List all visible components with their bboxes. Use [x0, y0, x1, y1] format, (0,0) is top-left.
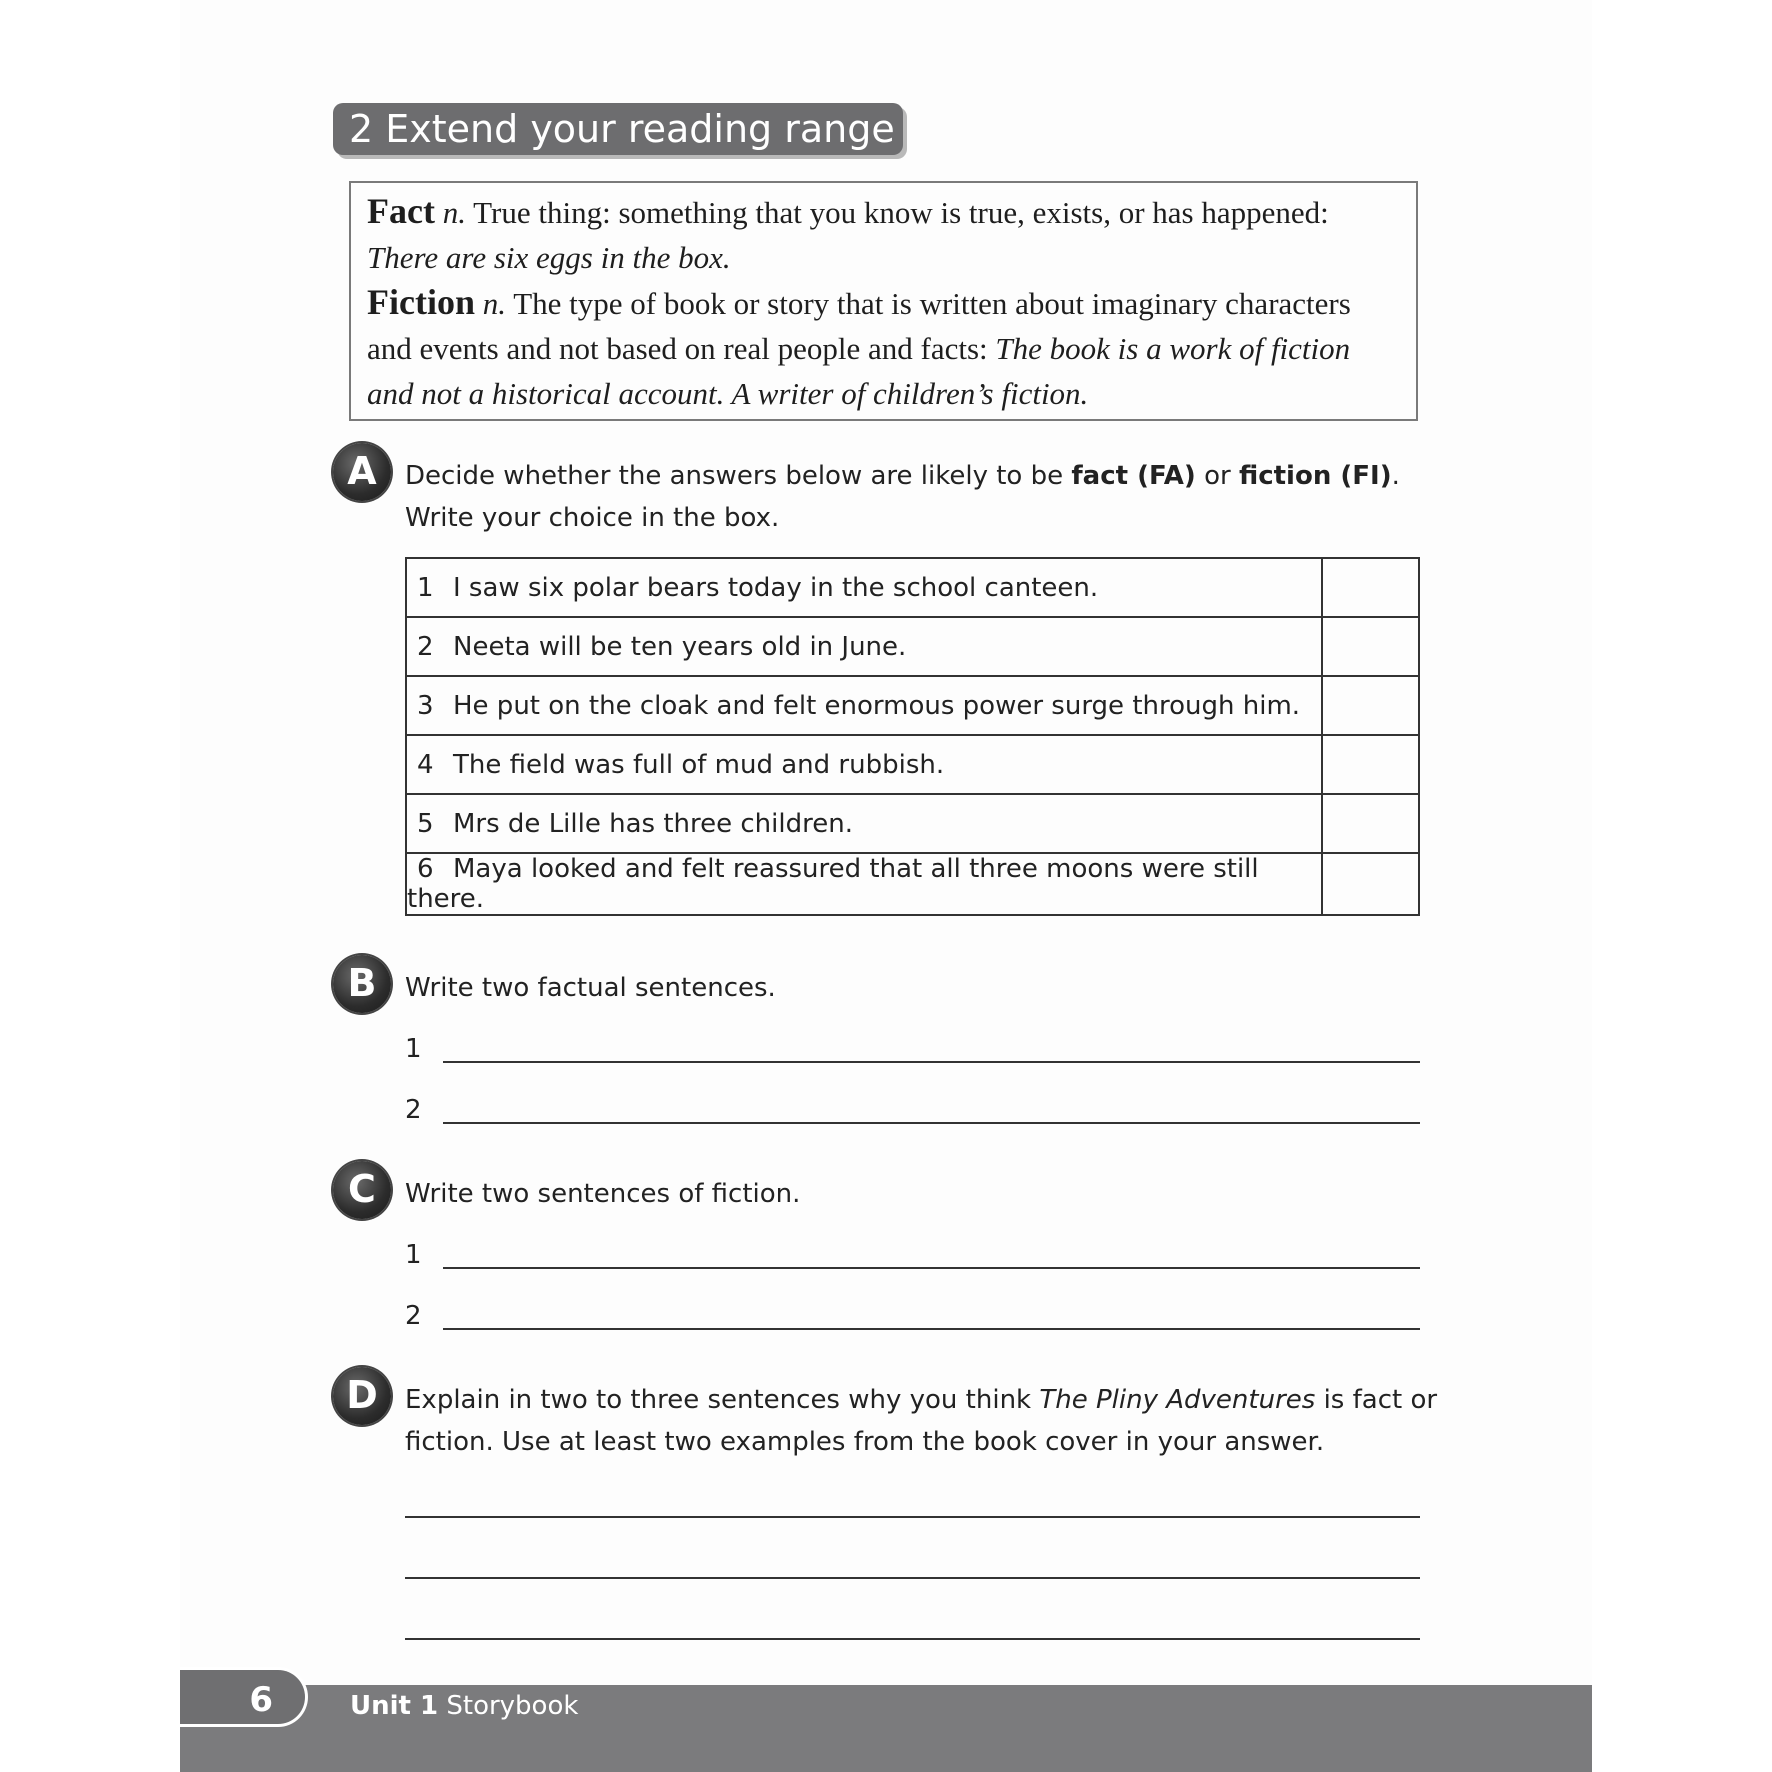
row-number: 2	[417, 631, 434, 662]
activity-b-instruction: Write two factual sentences.	[405, 973, 776, 1003]
line-number: 1	[405, 1034, 422, 1064]
fact-term: Fact	[367, 191, 435, 231]
activity-b-badge: B	[333, 955, 391, 1013]
activity-d-instr-text: Explain in two to three sentences why you think	[405, 1385, 1032, 1415]
table-row	[406, 676, 1419, 735]
table-row	[406, 617, 1419, 676]
activity-a-instr-line2: Write your choice in the box.	[405, 503, 780, 533]
writing-line[interactable]	[405, 1516, 1420, 1518]
table-row	[406, 558, 1419, 617]
statement-text: He put on the cloak and felt enormous power surge through him.	[453, 690, 1301, 721]
statement-text: Mrs de Lille has three children.	[453, 808, 853, 839]
unit-name: Storybook	[446, 1691, 579, 1721]
answer-box[interactable]	[1322, 853, 1419, 915]
book-title: The Pliny Adventures	[1039, 1385, 1316, 1415]
writing-line[interactable]	[443, 1267, 1420, 1269]
fiction-definition	[367, 280, 1400, 416]
fact-example: There are six eggs in the box.	[367, 240, 731, 275]
row-number: 5	[417, 808, 434, 839]
fiction-pos: n.	[482, 286, 506, 321]
fact-meaning: True thing: something that you know is true, exists, or has happened:	[473, 195, 1329, 230]
row-number: 6	[417, 854, 434, 884]
worksheet-page	[180, 0, 1592, 1772]
definition-box	[349, 181, 1418, 421]
answer-box[interactable]	[1322, 617, 1419, 676]
writing-line[interactable]	[405, 1577, 1420, 1579]
table-row	[406, 735, 1419, 794]
fact-label: fact (FA)	[1071, 461, 1196, 491]
fact-pos: n.	[442, 195, 466, 230]
fact-definition	[367, 189, 1400, 280]
line-number: 1	[405, 1240, 422, 1270]
answer-box[interactable]	[1322, 558, 1419, 617]
row-number: 4	[417, 749, 434, 780]
footer-unit	[350, 1688, 578, 1724]
activity-a-instr-text: Decide whether the answers below are likely to be	[405, 461, 1064, 491]
fiction-meaning: The type of book or story that is written about imaginary characters and events and not based on real people and facts:	[367, 286, 1351, 366]
section-title: 2 Extend your reading range	[333, 103, 903, 155]
activity-c-badge: C	[333, 1161, 391, 1219]
writing-line[interactable]	[443, 1122, 1420, 1124]
writing-line[interactable]	[443, 1061, 1420, 1063]
answer-box[interactable]	[1322, 735, 1419, 794]
fiction-term: Fiction	[367, 282, 475, 322]
fiction-label: fiction (FI)	[1238, 461, 1392, 491]
row-number: 1	[417, 572, 434, 603]
statement-text: I saw six polar bears today in the school canteen.	[453, 572, 1099, 603]
line-number: 2	[405, 1301, 422, 1331]
fact-fiction-table	[405, 557, 1420, 916]
answer-box[interactable]	[1322, 794, 1419, 853]
unit-label: Unit 1	[350, 1691, 439, 1721]
writing-line[interactable]	[405, 1638, 1420, 1640]
activity-d-instr-line2: fiction. Use at least two examples from the book cover in your answer.	[405, 1427, 1325, 1457]
activity-a-badge: A	[333, 443, 391, 501]
activity-d-badge: D	[333, 1367, 391, 1425]
statement-text: The field was full of mud and rubbish.	[453, 749, 945, 780]
fiction-example: The book is a work of fiction and not a historical account. A writer of children’s fiction.	[367, 331, 1351, 411]
or-word: or	[1204, 461, 1231, 491]
answer-box[interactable]	[1322, 676, 1419, 735]
activity-a-instruction	[405, 455, 1400, 539]
activity-c-instruction: Write two sentences of fiction.	[405, 1179, 801, 1209]
line-number: 2	[405, 1095, 422, 1125]
period: .	[1391, 461, 1400, 491]
activity-d-instr-text-2: is fact or	[1323, 1385, 1438, 1415]
table-row	[406, 794, 1419, 853]
row-number: 3	[417, 690, 434, 721]
statement-text: Maya looked and felt reassured that all three moons were still there.	[407, 854, 1259, 914]
page-number: 6	[180, 1667, 308, 1727]
activity-d-instruction	[405, 1379, 1437, 1463]
writing-line[interactable]	[443, 1328, 1420, 1330]
table-row	[406, 853, 1419, 915]
statement-text: Neeta will be ten years old in June.	[453, 631, 907, 662]
